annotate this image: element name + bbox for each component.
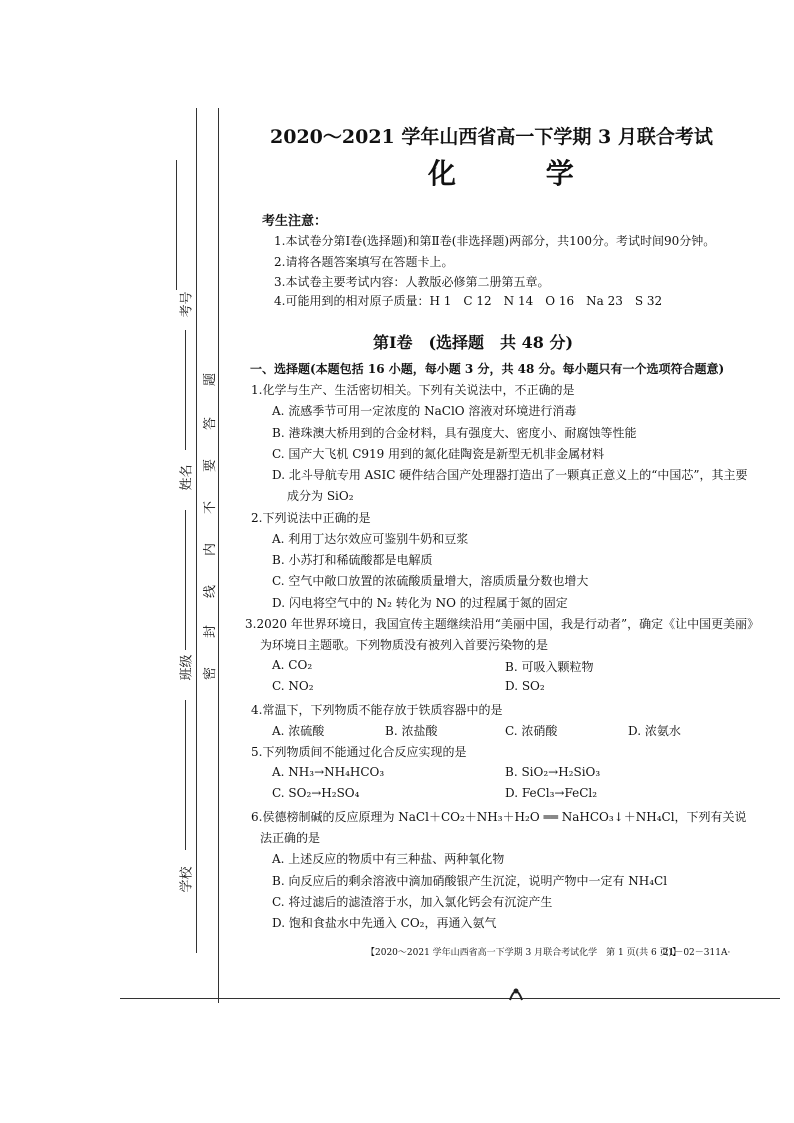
question-3-stem-cont: 为环境日主题歌。下列物质没有被列入首要污染物的是 [260, 638, 549, 652]
exam-title: 2020～2021 学年山西省高一下学期 3 月联合考试 [270, 126, 713, 148]
question-1-option-b: B. 港珠澳大桥用到的合金材料，具有强度大、密度小、耐腐蚀等性能 [272, 426, 637, 440]
question-4-option-c: C. 浓硝酸 [505, 724, 558, 738]
question-3-option-c: C. NO₂ [272, 679, 314, 693]
question-5-option-b: B. SiO₂→H₂SiO₃ [505, 765, 601, 779]
question-3-option-d: D. SO₂ [505, 679, 545, 693]
part1-title: 第Ⅰ卷 (选择题 共 48 分) [373, 333, 574, 352]
question-6-option-a: A. 上述反应的物质中有三种盐、两种氧化物 [272, 852, 505, 866]
question-3-stem: 3.2020 年世界环境日，我国宣传主题继续沿用“美丽中国，我是行动者”，确定《让中国更美丽》 [245, 617, 760, 631]
notice-heading: 考生注意： [262, 214, 328, 229]
question-5-option-d: D. FeCl₃→FeCl₂ [505, 786, 598, 800]
margin-line-outer [196, 108, 197, 953]
bottom-rule [120, 998, 780, 999]
scan-mark-icon [508, 985, 524, 1001]
question-1-option-d-cont: 成分为 SiO₂ [287, 489, 354, 503]
seal-char-3: 线 [203, 584, 219, 599]
seal-char-8: 题 [203, 372, 219, 387]
notice-item-1: 1.本试卷分第Ⅰ卷(选择题)和第Ⅱ卷(非选择题)两部分，共100分。考试时间90分钟。 [274, 234, 716, 248]
notice-item-3: 3.本试卷主要考试内容：人教版必修第二册第五章。 [274, 275, 550, 289]
notice-item-2: 2.请将各题答案填写在答题卡上。 [274, 255, 454, 269]
section-instruction: 一、选择题(本题包括 16 小题，每小题 3 分，共 48 分。每小题只有一个选项符合题意) [250, 362, 725, 376]
question-4-stem: 4.常温下，下列物质不能存放于铁质容器中的是 [251, 703, 503, 717]
field-underline-2 [185, 330, 186, 450]
question-6-option-d: D. 饱和食盐水中先通入 CO₂，再通入氨气 [272, 916, 497, 930]
question-1-option-a: A. 流感季节可用一定浓度的 NaClO 溶液对环境进行消毒 [272, 404, 577, 418]
question-3-option-a: A. CO₂ [272, 658, 313, 672]
field-underline-4 [185, 700, 186, 850]
seal-char-1: 密 [203, 666, 219, 681]
question-6-option-c: C. 将过滤后的滤渣溶于水，加入氯化钙会有沉淀产生 [272, 895, 553, 909]
question-1-option-c: C. 国产大飞机 C919 用到的氮化硅陶瓷是新型无机非金属材料 [272, 447, 605, 461]
seal-char-5: 不 [203, 500, 219, 515]
margin-line-inner [218, 108, 219, 1003]
paper-code: ·21－02－311A· [660, 948, 731, 958]
question-1-option-d: D. 北斗导航专用 ASIC 硬件结合国产处理器打造出了一颗真正意义上的“中国芯”，其主要 [272, 468, 748, 482]
question-5-stem: 5.下列物质间不能通过化合反应实现的是 [251, 745, 467, 759]
question-4-option-b: B. 浓盐酸 [385, 724, 438, 738]
class-label: 班级 [179, 654, 195, 681]
question-1-stem: 1.化学与生产、生活密切相关。下列有关说法中，不正确的是 [251, 383, 575, 397]
question-2-option-d: D. 闪电将空气中的 N₂ 转化为 NO 的过程属于氮的固定 [272, 596, 568, 610]
question-6-option-b: B. 向反应后的剩余溶液中滴加硝酸银产生沉淀，说明产物中一定有 NH₄Cl [272, 874, 668, 888]
question-2-option-b: B. 小苏打和稀硫酸都是电解质 [272, 553, 433, 567]
seal-char-7: 答 [203, 416, 219, 431]
question-4-option-d: D. 浓氨水 [628, 724, 681, 738]
seal-char-4: 内 [203, 542, 219, 557]
field-underline-3 [185, 510, 186, 650]
question-5-option-a: A. NH₃→NH₄HCO₃ [272, 765, 385, 779]
exam-number-label: 考号 [179, 291, 195, 318]
subject-title: 化 学 [428, 157, 614, 190]
seal-char-2: 封 [203, 624, 219, 639]
field-underline-1 [176, 160, 177, 290]
question-5-option-c: C. SO₂→H₂SO₄ [272, 786, 360, 800]
name-label: 姓名 [179, 464, 195, 491]
school-label: 学校 [179, 866, 195, 893]
question-6-stem-cont: 法正确的是 [260, 831, 321, 845]
question-3-option-b: B. 可吸入颗粒物 [505, 660, 594, 674]
question-2-option-a: A. 利用丁达尔效应可鉴别牛奶和豆浆 [272, 532, 469, 546]
question-4-option-a: A. 浓硫酸 [272, 724, 325, 738]
question-2-stem: 2.下列说法中正确的是 [251, 511, 371, 525]
notice-item-4: 4.可能用到的相对原子质量：H 1 C 12 N 14 O 16 Na 23 S 32 [274, 294, 663, 308]
question-6-stem: 6.侯德榜制碱的反应原理为 NaCl＋CO₂＋NH₃＋H₂O ══ NaHCO₃↓＋NH₄Cl，下列有关说 [251, 810, 747, 824]
question-2-option-c: C. 空气中敞口放置的浓硫酸质量增大，溶质质量分数也增大 [272, 574, 589, 588]
seal-char-6: 要 [203, 458, 219, 473]
page-footer: 【2020～2021 学年山西省高一下学期 3 月联合考试化学 第 1 页(共 6 页)】 [366, 948, 682, 958]
